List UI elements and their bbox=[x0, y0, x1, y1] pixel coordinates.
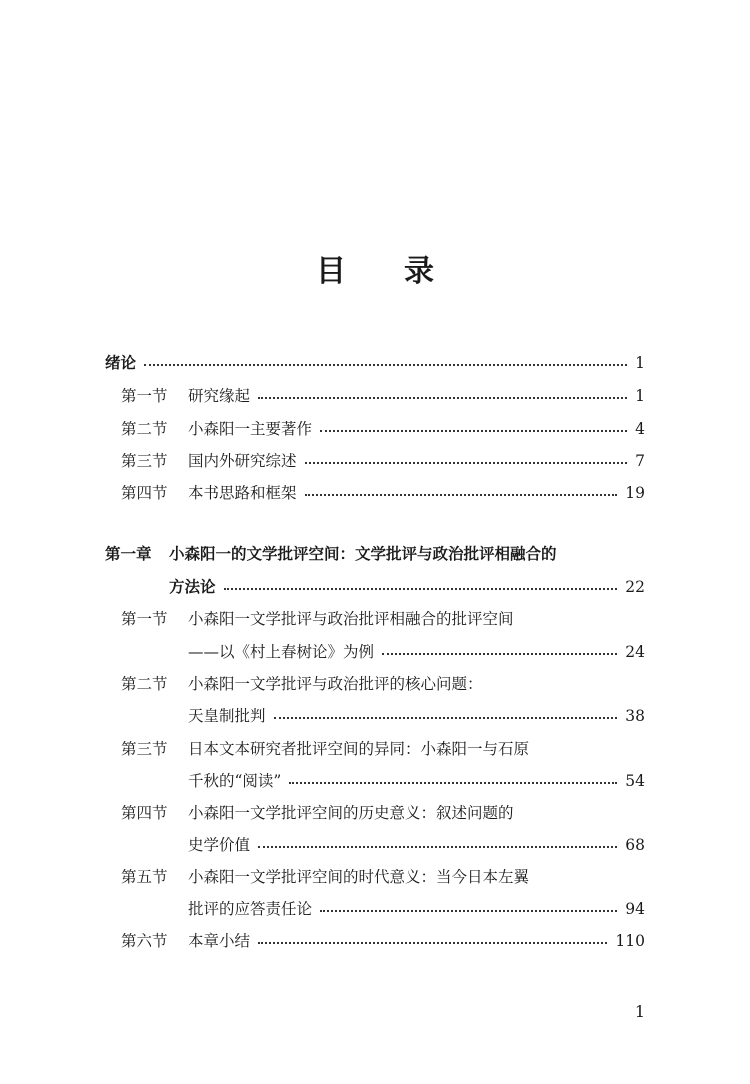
toc-ch1-section-3[interactable] bbox=[188, 765, 645, 797]
dot-leader bbox=[144, 347, 627, 379]
toc-entry-intro-section-2[interactable] bbox=[121, 413, 645, 445]
toc-page-number: 94 bbox=[625, 900, 645, 918]
toc-ch1-section-2[interactable] bbox=[188, 700, 645, 732]
footer-page-number: 1 bbox=[634, 1002, 645, 1021]
toc-chapter-title-line-1: 小森阳一的文学批评空间：文学批评与政治批评相融合的 bbox=[169, 545, 557, 563]
toc-chapter-title-line-2: 方法论 bbox=[169, 578, 216, 596]
toc-section-label: 第二节 bbox=[121, 675, 168, 693]
toc-entry-intro[interactable] bbox=[105, 347, 645, 379]
toc-page-number: 4 bbox=[635, 420, 645, 438]
dot-leader bbox=[289, 765, 617, 797]
toc-page-number: 22 bbox=[625, 578, 645, 596]
toc-section-label: 第一节 bbox=[121, 387, 168, 405]
toc-section-label: 第四节 bbox=[121, 804, 168, 822]
page-title-char-2: 录 bbox=[404, 254, 434, 289]
toc-section-label: 第四节 bbox=[121, 484, 168, 502]
toc-ch1-section-3-heading[interactable] bbox=[121, 733, 645, 765]
toc-entry-intro-section-1[interactable] bbox=[121, 380, 645, 412]
toc-ch1-section-5-heading[interactable] bbox=[121, 861, 645, 893]
toc-entry-chapter-1[interactable] bbox=[169, 571, 645, 603]
toc-section-title-line-2: 千秋的“阅读” bbox=[188, 772, 282, 790]
toc-section-label: 第二节 bbox=[121, 420, 168, 438]
toc-section-label: 第三节 bbox=[121, 740, 168, 758]
dot-leader bbox=[382, 636, 617, 668]
dot-leader bbox=[258, 925, 607, 957]
toc-page-number: 24 bbox=[625, 643, 645, 661]
toc-section-title-line-2: 史学价值 bbox=[188, 836, 251, 854]
dot-leader bbox=[258, 380, 627, 412]
dot-leader bbox=[224, 571, 618, 603]
toc-section-title-line-1: 小森阳一文学批评空间的时代意义：当今日本左翼 bbox=[188, 868, 530, 886]
dot-leader bbox=[274, 700, 618, 732]
dot-leader bbox=[305, 445, 627, 477]
toc-section-title-line-1: 日本文本研究者批评空间的异同：小森阳一与石原 bbox=[188, 740, 530, 758]
toc-page-number: 19 bbox=[625, 484, 645, 502]
toc-section-title-line-2: 批评的应答责任论 bbox=[188, 900, 313, 918]
toc-page-number: 38 bbox=[625, 707, 645, 725]
toc-intro-label: 绪论 bbox=[105, 354, 137, 372]
toc-section-title: 小森阳一主要著作 bbox=[188, 420, 313, 438]
toc-chapter-1-heading[interactable] bbox=[105, 538, 645, 570]
toc-page-number: 1 bbox=[635, 387, 645, 405]
toc-entry-intro-section-3[interactable] bbox=[121, 445, 645, 477]
toc-section-label: 第六节 bbox=[121, 932, 168, 950]
toc-ch1-section-1-heading[interactable] bbox=[121, 603, 645, 635]
page-title-char-1: 目 bbox=[316, 254, 346, 289]
toc-section-title-line-1: 小森阳一文学批评与政治批评相融合的批评空间 bbox=[188, 610, 514, 628]
toc-section-label: 第五节 bbox=[121, 868, 168, 886]
toc-page-number: 110 bbox=[615, 932, 645, 950]
toc-section-title-line-1: 小森阳一文学批评与政治批评的核心问题： bbox=[188, 675, 483, 693]
toc-ch1-section-4[interactable] bbox=[188, 829, 645, 861]
toc-ch1-section-6[interactable] bbox=[121, 925, 645, 957]
toc-section-title-line-2: 天皇制批判 bbox=[188, 707, 266, 725]
toc-section-label: 第三节 bbox=[121, 452, 168, 470]
toc-section-title: 本书思路和框架 bbox=[188, 484, 297, 502]
toc-page-number: 7 bbox=[635, 452, 645, 470]
dot-leader bbox=[305, 477, 618, 509]
toc-section-title-line-1: 小森阳一文学批评空间的历史意义：叙述问题的 bbox=[188, 804, 514, 822]
toc-section-title: 国内外研究综述 bbox=[188, 452, 297, 470]
page-title bbox=[0, 252, 750, 292]
toc-ch1-section-5[interactable] bbox=[188, 893, 645, 925]
toc-section-title: 本章小结 bbox=[188, 932, 251, 950]
dot-leader bbox=[320, 893, 617, 925]
dot-leader bbox=[258, 829, 617, 861]
toc-ch1-section-2-heading[interactable] bbox=[121, 668, 645, 700]
dot-leader bbox=[320, 413, 627, 445]
toc-section-title: 研究缘起 bbox=[188, 387, 251, 405]
toc-page-number: 54 bbox=[625, 772, 645, 790]
toc-section-title-line-2: ——以《村上春树论》为例 bbox=[188, 643, 375, 661]
toc-ch1-section-1[interactable] bbox=[188, 636, 645, 668]
toc-page-number: 1 bbox=[635, 354, 645, 372]
toc-ch1-section-4-heading[interactable] bbox=[121, 797, 645, 829]
toc-page-number: 68 bbox=[625, 836, 645, 854]
toc-section-label: 第一节 bbox=[121, 610, 168, 628]
toc-chapter-label: 第一章 bbox=[105, 545, 152, 563]
toc-entry-intro-section-4[interactable] bbox=[121, 477, 645, 509]
